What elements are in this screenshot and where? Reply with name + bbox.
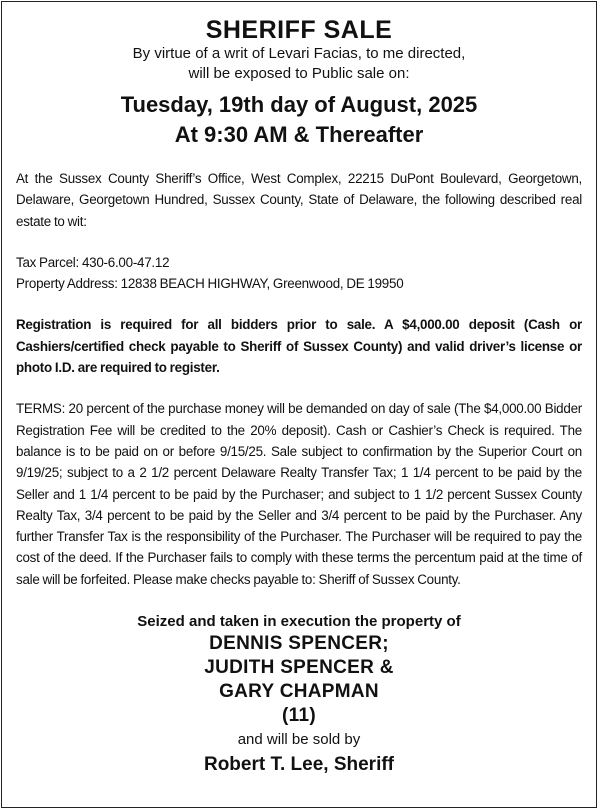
sale-terms: TERMS: 20 percent of the purchase money will be demanded on day of sale (The $4,000.00 Bidder Registration Fee will be credited to the 20% deposit). Cash or Cashier’s Check is required. The balance is to be paid on or before 9/15/25. Sale subject to confirmation by the Superior Court on 9/19/25; subject to a 2 1/2 percent Delaware Realty Transfer Tax; 1 1/4 percent to be paid by the Seller and 1 1/4 percent to be paid by the Purchaser; and subject to 1 1/2 percent Sussex County Realty Tax, 3/4 percent to be paid by the Seller and 3/4 percent to be paid by the Purchaser. Any further Transfer Tax is the responsibility of the Purchaser. The Purchaser will be required to pay the cost of the deed. If the Purchaser fails to comply with these terms the percentum paid at the time of sale will be forfeited. Please make checks payable to: Sheriff of Sussex County. <box>16 401 582 587</box>
sale-time: At 9:30 AM & Thereafter <box>174 122 424 147</box>
sold-by-line: and will be sold by <box>237 731 361 749</box>
notice-title: SHERIFF SALE <box>205 16 393 44</box>
property-address: Property Address: 12838 BEACH HIGHWAY, Greenwood, DE 19950 <box>16 276 404 292</box>
defendant-name: JUDITH SPENCER & <box>204 657 394 679</box>
seized-line: Seized and taken in execution the property of <box>137 613 461 631</box>
case-number: (11) <box>282 705 316 727</box>
defendant-name: DENNIS SPENCER; <box>209 633 389 655</box>
sale-location: At the Sussex County Sheriff’s Office, West Complex, 22215 DuPont Boulevard, Georgetown, Delaware, Georgetown Hundred, Sussex County, State of Delaware, the following described real estate to wit: <box>16 171 582 229</box>
defendant-name: GARY CHAPMAN <box>219 681 379 703</box>
notice-frame <box>1 1 597 808</box>
registration-notice: Registration is required for all bidders prior to sale. A $4,000.00 deposit (Cash or Cashiers/certified check payable to Sheriff of Sussex County) and valid driver’s license or photo I.D. are required to register. <box>16 317 582 376</box>
sale-date: Tuesday, 19th day of August, 2025 <box>120 92 478 117</box>
notice-body <box>2 2 596 778</box>
intro-line-1: By virtue of a writ of Levari Facias, to me directed, <box>132 45 466 62</box>
tax-parcel: Tax Parcel: 430-6.00-47.12 <box>16 254 170 270</box>
intro-line-2: will be exposed to Public sale on: <box>188 65 410 82</box>
sheriff-name: Robert T. Lee, Sheriff <box>203 754 395 776</box>
